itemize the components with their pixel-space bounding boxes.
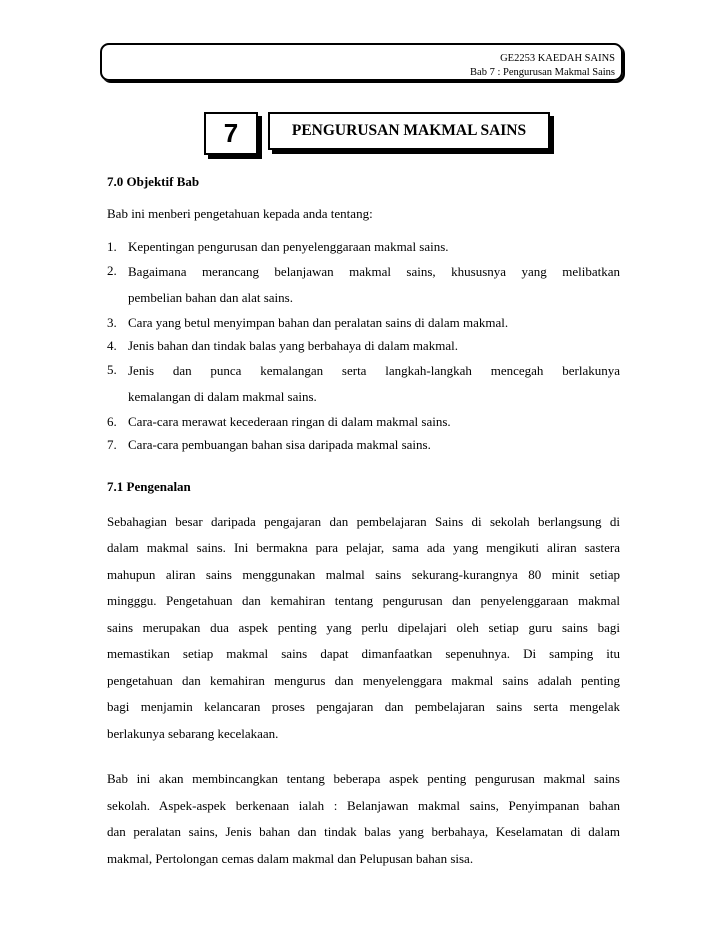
paragraph-line: berlakunya sebarang kecelakaan. <box>107 725 279 741</box>
objective-number: 2. <box>107 262 117 278</box>
paragraph-line: mahupun aliran sains menggunakan malmal sains sekurang-kurangnya 80 minit setiap <box>107 566 620 582</box>
paragraph-line: makmal, Pertolongan cemas dalam makmal dan Pelupusan bahan sisa. <box>107 850 474 866</box>
objective-text-line: pembelian bahan dan alat sains. <box>128 289 293 305</box>
paragraph-line: dan peralatan sains, Jenis bahan dan tindak balas yang berbahaya, Keselamatan di dalam <box>107 824 620 839</box>
objective-number: 6. <box>107 413 117 429</box>
objective-text-line: Jenis dan punca kemalangan serta langkah-langkah mencegah berlakunya <box>128 362 620 378</box>
paragraph-line: mingggu. Pengetahuan dan kemahiran tentang pengurusan dan penyelenggaraan makmal <box>107 593 620 608</box>
section-heading-introduction: 7.1 Pengenalan <box>107 478 191 494</box>
objective-number: 1. <box>107 239 117 254</box>
objective-item <box>107 410 620 434</box>
objective-number: 3. <box>107 314 117 330</box>
course-code: GE2253 KAEDAH SAINS <box>500 53 615 64</box>
objective-text-line: Jenis bahan dan tindak balas yang berbahaya di dalam makmal. <box>128 338 458 353</box>
introduction-paragraph-2 <box>107 766 620 872</box>
chapter-reference: Bab 7 : Pengurusan Makmal Sains <box>470 67 615 78</box>
paragraph-line: memastikan setiap makmal sains dapat dimanfaatkan sepenuhnya. Di samping itu <box>107 646 620 661</box>
objectives-intro: Bab ini menberi pengetahuan kepada anda tentang: <box>107 206 373 221</box>
objective-number: 4. <box>107 338 117 353</box>
objective-text-line: Kepentingan pengurusan dan penyelenggaraan makmal sains. <box>128 239 449 254</box>
objective-item <box>107 235 620 259</box>
paragraph-line: sains merupakan dua aspek penting yang perlu dipelajari oleh setiap guru sains bagi <box>107 619 620 635</box>
page-header <box>100 43 623 81</box>
paragraph-line: pengetahuan dan kemahiran mengurus dan menyelenggara makmal sains adalah penting <box>107 672 620 688</box>
page-content <box>107 174 620 872</box>
objective-number: 5. <box>107 361 117 377</box>
objective-number: 7. <box>107 437 117 452</box>
objectives-list <box>107 235 620 457</box>
chapter-number: 7 <box>204 112 258 155</box>
objective-item <box>107 433 620 457</box>
section-heading-objectives: 7.0 Objektif Bab <box>107 174 200 189</box>
header-text <box>470 52 615 80</box>
objective-item <box>107 358 620 410</box>
chapter-title: PENGURUSAN MAKMAL SAINS <box>268 112 550 150</box>
objective-item <box>107 334 620 358</box>
objective-text-line: Cara-cara pembuangan bahan sisa daripada makmal sains. <box>128 437 431 452</box>
introduction-paragraph-1 <box>107 509 620 748</box>
objective-item <box>107 311 620 335</box>
paragraph-line: Bab ini akan membincangkan tentang beberapa aspek penting pengurusan makmal sains <box>107 771 620 786</box>
objective-text-line: Bagaimana merancang belanjawan makmal sains, khususnya yang melibatkan <box>128 263 620 279</box>
objective-text-line: kemalangan di dalam makmal sains. <box>128 388 317 404</box>
objective-text-line: Cara-cara merawat kecederaan ringan di dalam makmal sains. <box>128 413 451 429</box>
objective-item <box>107 259 620 311</box>
paragraph-line: dalam makmal sains. Ini bermakna para pelajar, sama ada yang mengikuti aliran sastera <box>107 540 620 555</box>
paragraph-line: Sebahagian besar daripada pengajaran dan pembelajaran Sains di sekolah berlangsung di <box>107 513 620 529</box>
paragraph-line: sekolah. Aspek-aspek berkenaan ialah : Belanjawan makmal sains, Penyimpanan bahan <box>107 797 620 813</box>
objective-text-line: Cara yang betul menyimpan bahan dan peralatan sains di dalam makmal. <box>128 314 509 330</box>
paragraph-line: bagi menjamin kelancaran proses pengajaran dan pembelajaran sains serta mengelak <box>107 699 620 714</box>
